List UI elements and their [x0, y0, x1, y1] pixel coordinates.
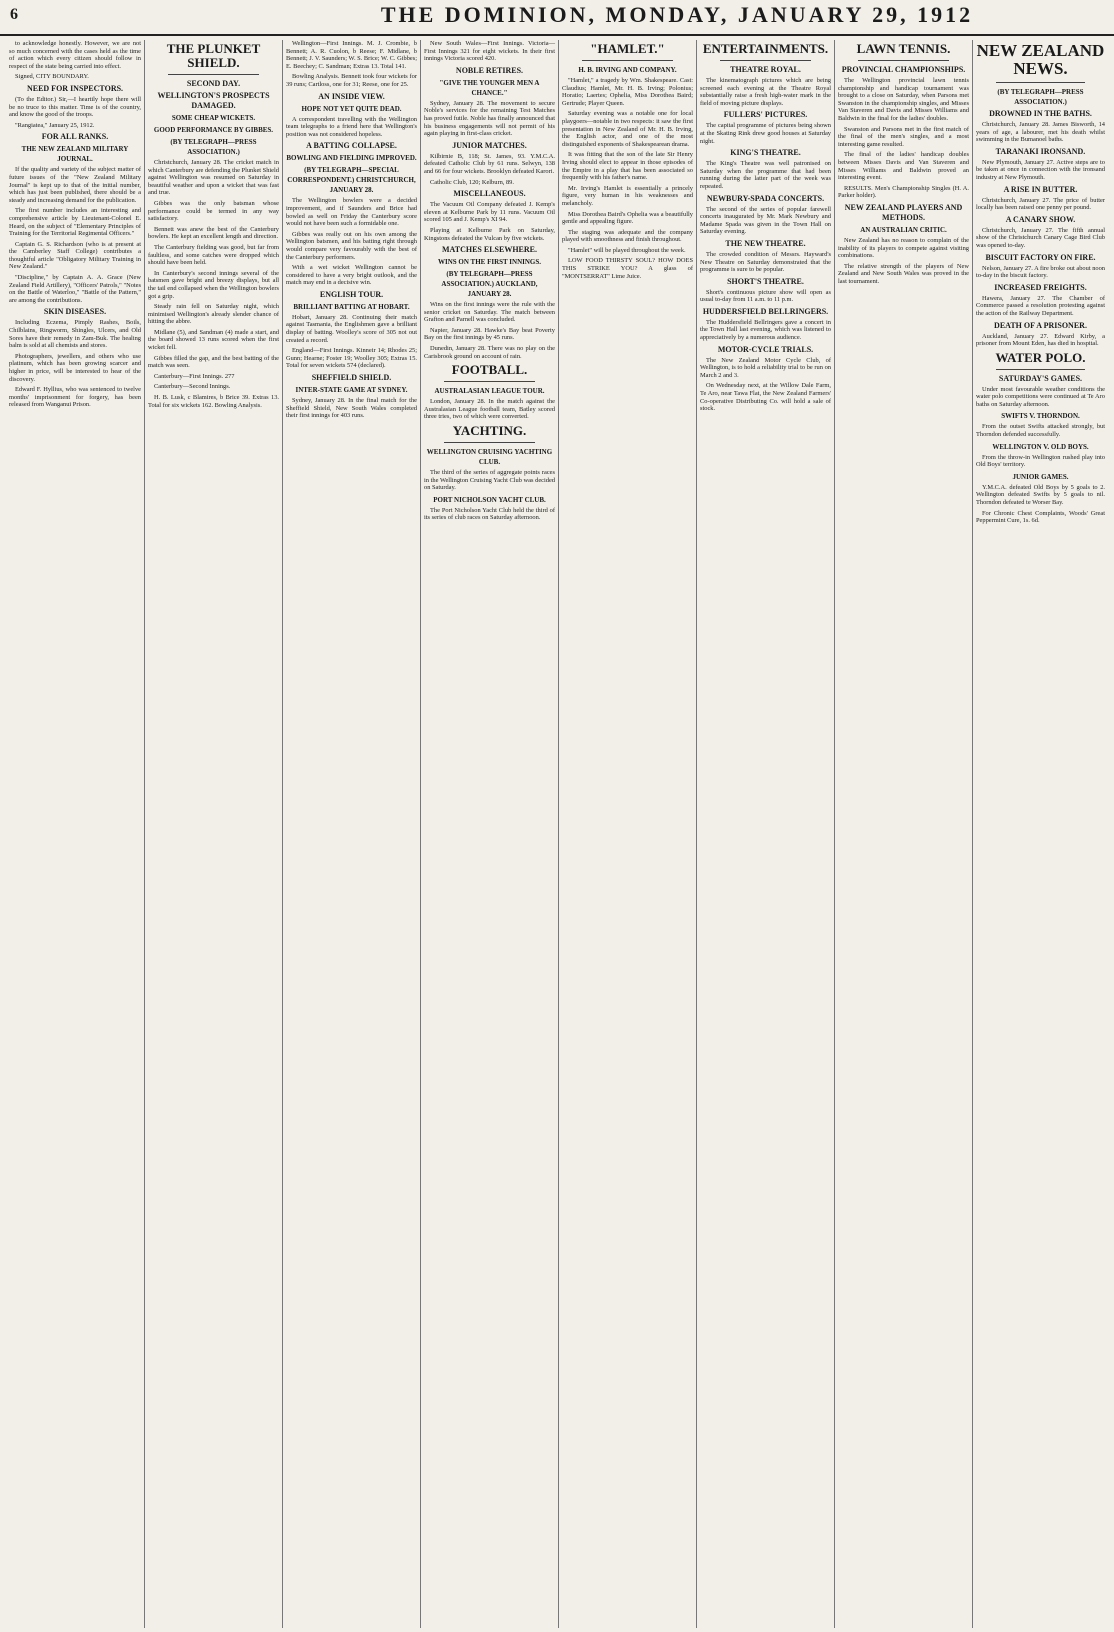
article-paragraph: Y.M.C.A. defeated Old Boys by 5 goals to 2. Wellington defeated Swifts by 5 goals to nil. Thorndon defeated te Worser Bay. — [976, 483, 1105, 507]
column-5 — [558, 40, 696, 1628]
column-7 — [834, 40, 972, 1628]
article-paragraph: The relative strength of the players of New Zealand and New South Wales was proved in the last tournament. — [838, 262, 969, 285]
sub-headline: BISCUIT FACTORY ON FIRE. — [985, 252, 1096, 262]
article-paragraph: Playing at Kelburne Park on Saturday, Kingstons defeated the Vulcan by five wickets. — [424, 226, 555, 242]
section-headline: THE PLUNKET SHIELD. — [166, 41, 261, 70]
sub-headline: NOBLE RETIRES. — [455, 65, 524, 75]
sub-headline: H. B. IRVING AND COMPANY. — [578, 66, 677, 74]
section-headline: "HAMLET." — [590, 41, 665, 56]
article-paragraph: The capital programme of pictures being shown at the Skating Rink drew good houses at Saturday night. — [700, 122, 831, 145]
article-paragraph: For Chronic Chest Complaints, Woods' Great Peppermint Cure, 1s. 6d. — [976, 509, 1105, 525]
sub-headline: NEW ZEALAND PLAYERS AND METHODS. — [844, 202, 963, 222]
article-paragraph: Nelson, January 27. A fire broke out about noon to-day in the biscuit factory. — [976, 264, 1105, 280]
article-paragraph: Midlane (5), and Sandman (4) made a start, and the board showed 13 runs scored when the first wicket fell. — [148, 328, 279, 352]
article-paragraph: Photographers, jewellers, and others who use platinum, which has been growing scarcer and higher in price, will be interested to hear of the discovery. — [9, 352, 141, 383]
article-paragraph: (To the Editor.) Sir,—I heartily hope there will be no truce to this matter. Time is of the country, and know the good of the troops. — [9, 95, 141, 119]
article-paragraph: New Zealand has no reason to complain of the inability of its players to compete against visiting combinations. — [838, 236, 969, 260]
article-paragraph: Sydney, January 28. In the final match for the Sheffield Shield, New South Wales completed their first innings for 403 runs. — [286, 397, 417, 420]
masthead — [0, 0, 1114, 36]
divider — [996, 82, 1085, 83]
article-paragraph: The crowded condition of Messrs. Hayward's New Theatre on Saturday demonstrated that the programme is sure to be popular. — [700, 250, 831, 274]
article-paragraph: Auckland, January 27. Edward Kirby, a prisoner from Mount Eden, has died in hospital. — [976, 332, 1105, 348]
article-paragraph: Christchurch, January 27. The price of butter locally has been raised one penny per pound. — [976, 196, 1105, 212]
divider — [858, 60, 949, 61]
section-headline: WATER POLO. — [995, 349, 1086, 365]
column-6 — [696, 40, 834, 1628]
sub-headline: THE NEW ZEALAND MILITARY JOURNAL. — [21, 145, 129, 164]
article-paragraph: The first number includes an interesting and comprehensive article by Lieutenant-Colonel E. Heard, on the subject of "Elementary Principles of Training for the Territorial Regimental Officers." — [9, 207, 141, 238]
sub-headline: WELLINGTON CRUISING YACHTING CLUB. — [426, 448, 553, 467]
sub-headline: SECOND DAY. — [186, 79, 241, 88]
article-paragraph: H. B. Lusk, c Blamires, b Brice 39. Extras 13. Total for six wickets 162. Bowling Analysis. — [148, 394, 279, 409]
sub-headline: INTER-STATE GAME AT SYDNEY. — [295, 386, 408, 395]
article-paragraph: Swanston and Parsons met in the first match of the final of the men's singles, and a most interesting game resulted. — [838, 125, 969, 148]
sub-headline: (BY TELEGRAPH—PRESS ASSOCIATION.) — [170, 138, 257, 156]
sub-headline: A RISE IN BUTTER. — [1003, 184, 1078, 194]
sub-headline: ENGLISH TOUR. — [319, 289, 384, 299]
newspaper-columns — [6, 40, 1108, 1628]
article-paragraph: The third of the series of aggregate points races in the Wellington Cruising Yacht Club was decided on Saturday. — [424, 469, 555, 492]
article-paragraph: From the throw-in Wellington rushed play into Old Boys' territory. — [976, 453, 1105, 469]
divider — [582, 60, 673, 61]
sub-headline: NEWBURY-SPADA CONCERTS. — [706, 193, 825, 203]
sub-headline: JUNIOR GAMES. — [1012, 472, 1069, 481]
sub-headline: SKIN DISEASES. — [43, 307, 107, 317]
article-paragraph: Gibbes was the only batsman whose performance could be termed in any way satisfactory. — [148, 199, 279, 223]
article-paragraph: Christchurch, January 27. The fifth annual show of the Christchurch Canary Cage Bird Club was opened to-day. — [976, 226, 1105, 249]
article-paragraph: RESULTS. Men's Championship Singles (H. A. Parker holder). — [838, 184, 969, 200]
sub-headline: WELLINGTON'S PROSPECTS DAMAGED. — [157, 91, 270, 110]
sub-headline: PROVINCIAL CHAMPIONSHIPS. — [841, 65, 966, 74]
sub-headline: WINS ON THE FIRST INNINGS. — [437, 258, 542, 267]
sub-headline: MOTOR-CYCLE TRIALS. — [717, 344, 814, 354]
article-paragraph: The second of the series of popular farewell concerts inaugurated by Mr. Mark Newbury and Madame Spada was given in the Town Hall on Saturday evening. — [700, 205, 831, 236]
article-paragraph: The final of the ladies' handicap doubles between Misses Davis and Van Staveren and Misses Williams and Baldwin proved an interesting event. — [838, 151, 969, 182]
article-paragraph: Bennett was anew the best of the Canterbury bowlers. He kept an excellent length and direction. — [148, 225, 279, 241]
article-paragraph: Saturday evening was a notable one for local playgoers—notable in two respects: it saw the first presentation in New Zealand of Mr. H. B. Irving, the English actor, and one of the most distinguished exponents of Shakespearean drama. — [562, 110, 693, 148]
sub-headline: JUNIOR MATCHES. — [452, 140, 527, 150]
sub-headline: AN INSIDE VIEW. — [318, 91, 385, 101]
article-paragraph: England—First Innings. Kinneir 14; Rhodes 25; Gunn; Hearne; Foster 19; Woolley 305; Extras 15. Total for seven wickets 574 (declared). — [286, 347, 417, 370]
article-paragraph: Mr. Irving's Hamlet is essentially a princely figure, very human in his weaknesses and melancholy. — [562, 184, 693, 207]
column-3 — [282, 40, 420, 1628]
sub-headline: INCREASED FREIGHTS. — [994, 282, 1087, 292]
column-4 — [420, 40, 558, 1628]
article-paragraph: A correspondent travelling with the Wellington team telegraphs to a friend here that Wellington's position was not considered hopeless. — [286, 115, 417, 138]
page-number: 6 — [10, 6, 18, 23]
article-paragraph: The King's Theatre was well patronised on Saturday when the programme that had been running during the latter part of the week was repeated. — [700, 160, 831, 190]
sub-headline: NEED FOR INSPECTORS. — [26, 83, 124, 93]
article-paragraph: New Plymouth, January 27. Active steps are to be taken at once in connection with the ironsand industry at New Plymouth. — [976, 158, 1105, 181]
article-paragraph: Dunedin, January 28. There was no play on the Carisbrook ground on account of rain. — [424, 345, 555, 360]
divider — [168, 74, 259, 75]
article-paragraph: With a wet wicket Wellington cannot be considered to have a very bright outlook, and the match may end in a decisive win. — [286, 264, 417, 287]
article-paragraph: "Rangiatea," January 25, 1912. — [15, 121, 95, 129]
article-paragraph: Including Eczema, Pimply Rashes, Boils, Chilblains, Ringworm, Shingles, Ulcers, and Old Sores have their remedy in Zam-Buk. The healing balm is sold at all chemists and stores. — [9, 319, 141, 350]
sub-headline: HUDDERSFIELD BELLRINGERS. — [702, 306, 829, 316]
section-headline: NEW ZEALAND NEWS. — [976, 41, 1105, 78]
sub-headline: GOOD PERFORMANCE BY GIBBES. — [153, 126, 274, 134]
sub-headline: THEATRE ROYAL. — [730, 65, 801, 74]
sub-headline: PORT NICHOLSON YACHT CLUB. — [433, 495, 546, 504]
article-paragraph: Hawera, January 27. The Chamber of Commerce passed a resolution protesting against the action of the Railway Department. — [976, 294, 1105, 317]
article-paragraph: Captain G. S. Richardson (who is at present at the Camberley Staff College) contributes a thoughtful article "Obligatory Military Training in New Zealand." — [9, 240, 141, 271]
divider — [444, 442, 535, 443]
column-2 — [144, 40, 282, 1628]
sub-headline: "GIVE THE YOUNGER MEN A CHANCE." — [439, 78, 540, 97]
sub-headline: BOWLING AND FIELDING IMPROVED. — [286, 154, 417, 163]
sub-headline: FOR ALL RANKS. — [41, 132, 109, 142]
article-paragraph: "Hamlet" will be played throughout the week. — [568, 246, 686, 254]
sub-headline: SWIFTS V. THORNDON. — [1001, 412, 1080, 421]
sub-headline: DEATH OF A PRISONER. — [994, 320, 1087, 330]
article-paragraph: Miss Dorothea Baird's Ophelia was a beautifully gentle and appealing figure. — [562, 210, 693, 226]
sub-headline: KING'S THEATRE. — [730, 148, 801, 158]
article-paragraph: Signed, CITY BOUNDARY. — [15, 73, 89, 81]
sub-headline: DROWNED IN THE BATHS. — [989, 109, 1092, 118]
article-paragraph: The Wellington provincial lawn tennis championship and handicap tournament was brought to a close on Saturday, when Parsons met Swanston in the championship singles, and Misses Van Staveren and Davis and Misses Williams and Baldwin in the final for the ladies' doubles. — [838, 77, 969, 122]
sub-headline: MATCHES ELSEWHERE. — [442, 245, 537, 255]
sub-headline: SOME CHEAP WICKETS. — [171, 114, 256, 122]
sub-headline: (BY TELEGRAPH—PRESS ASSOCIATION.) AUCKLAND, JANUARY 28. — [441, 270, 538, 299]
article-paragraph: London, January 28. In the match against the Australasian League football team, Batley scored three tries, two of which were converted. — [424, 398, 555, 421]
sub-headline: BRILLIANT BATTING AT HOBART. — [293, 302, 410, 311]
article-paragraph: The Canterbury fielding was good, but far from faultless, and some catches were dropped which should have been held. — [148, 243, 279, 267]
divider — [996, 369, 1085, 370]
section-headline: FOOTBALL. — [451, 362, 528, 378]
article-paragraph: "Discipline," by Captain A. A. Grace (New Zealand Field Artillery), "Officers' Patrols," "Notes on the Battle of Waterloo," "Battle of the Pattern," are among the contributions. — [9, 274, 141, 304]
article-paragraph: Steady rain fell on Saturday night, which minimised Wellington's already slender chance of hitting the abbre. — [148, 303, 279, 326]
article-paragraph: New South Wales—First Innings. Victoria—First Innings 321 for eight wickets. In their first innings Victoria scored 420. — [424, 40, 555, 63]
sub-headline: SHEFFIELD SHIELD. — [311, 373, 392, 383]
article-paragraph: Gibbes filled the gap, and the best batting of the match was seen. — [148, 354, 279, 370]
divider — [444, 381, 535, 382]
article-paragraph: Bowling Analysis. Bennett took four wickets for 39 runs; Cartloss, one for 31; Reese, one for 25. — [286, 73, 417, 88]
article-paragraph: Hobart, January 28. Continuing their match against Tasmania, the Englishmen gave a brilliant display of batting. Woolley's score of 305 not out created a record. — [286, 313, 417, 344]
sub-headline: THE NEW THEATRE. — [725, 238, 806, 248]
article-paragraph: The Port Nicholson Yacht Club held the third of its series of club races on Saturday afternoon. — [424, 506, 555, 522]
article-paragraph: Under most favourable weather conditions the water polo competitions were continued at Te Aro baths on Saturday afternoon. — [976, 385, 1105, 408]
article-paragraph: Wins on the first innings were the rule with the senior cricket on Saturday. The match between Grafton and Parnell was concluded. — [424, 301, 555, 324]
sub-headline: AUSTRALASIAN LEAGUE TOUR. — [434, 387, 545, 396]
section-headline: ENTERTAINMENTS. — [702, 41, 829, 56]
sub-headline: A CANARY SHOW. — [1005, 214, 1076, 224]
article-paragraph: The New Zealand Motor Cycle Club, of Wellington, is to hold a reliability trial to be run on March 2 and 3. — [700, 356, 831, 379]
sub-headline: (BY TELEGRAPH—PRESS ASSOCIATION.) — [997, 88, 1084, 106]
sub-headline: SATURDAY'S GAMES. — [998, 373, 1083, 383]
sub-headline: WELLINGTON V. OLD BOYS. — [992, 442, 1089, 451]
column-1 — [6, 40, 144, 1628]
article-paragraph: Catholic Club, 120; Kelburn, 89. — [430, 178, 514, 186]
article-paragraph: The Huddersfield Bellringers gave a concert in the Town Hall last evening, which was listened to appreciatively by a numerous audience. — [700, 318, 831, 342]
article-paragraph: It was fitting that the son of the late Sir Henry Irving should elect to appear in those episodes of the Empire in a play that has been associated so frequently with his father's name. — [562, 151, 693, 182]
section-headline: LAWN TENNIS. — [856, 41, 951, 56]
article-paragraph: LOW FOOD THIRSTY SOUL? HOW DOES THIS STRIKE YOU? A glass of "MONTSERRAT" Lime Juice. — [562, 257, 693, 280]
article-paragraph: The staging was adequate and the company played with smoothness and finish throughout. — [562, 228, 693, 244]
article-paragraph: "Hamlet," a tragedy by Wm. Shakespeare. Cast: Claudius; Hamlet, Mr. H. B. Irving; Polonius; Horatio; Laertes; Ophelia, Miss Dorothea Baird; Gertrude; Player Queen. — [562, 77, 693, 107]
article-paragraph: The Wellington bowlers were a decided improvement, and if Saunders and Brice had bowled as well on Friday the Canterbury score would not have been such a formidable one. — [286, 197, 417, 228]
section-headline: YACHTING. — [452, 423, 527, 439]
article-paragraph: From the outset Swifts attacked strongly, but Thorndon defended successfully. — [976, 423, 1105, 439]
sub-headline: FULLERS' PICTURES. — [723, 110, 808, 120]
article-paragraph: If the quality and variety of the subject matter of future issues of the "New Zealand Military Journal" is kept up to that of the initial number, which has just been published, there should be a steady and increasing demand for the publication. — [9, 166, 141, 204]
article-paragraph: Sydney, January 28. The movement to secure Noble's services for the remaining Test Matches has proved futile. Noble has finally announced that his business engagements will not permit of his again playing in first-class cricket. — [424, 99, 555, 138]
article-paragraph: Wellington—First Innings. M. J. Crombie, b Bennett; A. R. Cuolon, b Reese; F. Midlane, b Bennett; J. V. Saunders; W. S. Brice; W. C. Gibbes; E. Beechey; C. Sandman; Extras 13. Total 141. — [286, 40, 417, 70]
article-paragraph: Napier, January 28. Hawke's Bay beat Poverty Bay on the first innings by 45 runs. — [424, 326, 555, 342]
article-paragraph: Christchurch, January 28. The cricket match in which Canterbury are defending the Plunket Shield against Wellington was resumed on Saturday in beautiful weather and upon a wicket that was fast and true. — [148, 159, 279, 197]
article-paragraph: The Vacuum Oil Company defeated J. Kemp's eleven at Kelburne Park by 11 runs. Vacuum Oil scored 105 and J. Kemp's XI 94. — [424, 201, 555, 224]
article-paragraph: Short's continuous picture show will open as usual to-day from 11 a.m. to 11 p.m. — [700, 288, 831, 304]
article-paragraph: Edward F. Hyllius, who was sentenced to twelve months' imprisonment for forgery, has been released from Wanganui Prison. — [9, 386, 141, 409]
article-paragraph: Canterbury—First Innings. 277 — [154, 372, 235, 380]
article-paragraph: Canterbury—Second Innings. — [154, 383, 231, 391]
article-paragraph: Gibbes was really out on his own among the Wellington batsmen, and his batting right through would compare very favourably with the best of the Canterbury performers. — [286, 230, 417, 261]
article-paragraph: In Canterbury's second innings several of the batsmen gave bright and breezy displays, but all the tail end collapsed when the Wellington bowlers got a grip. — [148, 269, 279, 300]
sub-headline: HOPE NOT YET QUITE DEAD. — [301, 104, 402, 113]
article-paragraph: On Wednesday next, at the Willow Dale Farm, Te Aro, near Tawa Flat, the New Zealand Farmers' Co-operative Distributing Co. will hold a sale of stock. — [700, 382, 831, 413]
column-8 — [972, 40, 1108, 1628]
sub-headline: A BATTING COLLAPSE. — [306, 141, 397, 151]
sub-headline: TARANAKI IRONSAND. — [995, 146, 1086, 156]
sub-headline: AN AUSTRALIAN CRITIC. — [860, 225, 947, 234]
article-paragraph: The kinematograph pictures which are being screened each evening at the Theatre Royal substantially raise a fresh high-water mark in the field of moving picture displays. — [700, 77, 831, 107]
article-paragraph: Christchurch, January 28. James Bisworth, 14 years of age, a labourer, met his death whilst swimming in the Bumanoel baths. — [976, 121, 1105, 144]
article-paragraph: Kilbirnie B, 118; St. James, 93. Y.M.C.A. defeated Catholic Club by 61 runs. Selwyn, 138 and 66 for four wickets. Brooklyn defeated Karori. — [424, 152, 555, 175]
article-paragraph: to acknowledge honestly. However, we are not so much concerned with the cases held as the time of action which every citizen should follow in respect of the state being carried into effect. — [9, 40, 141, 70]
divider — [720, 60, 811, 61]
sub-headline: (BY TELEGRAPH—SPECIAL CORRESPONDENT.) CHRISTCHURCH, JANUARY 28. — [287, 166, 416, 195]
newspaper-title: THE DOMINION, MONDAY, JANUARY 29, 1912 — [380, 2, 974, 27]
sub-headline: MISCELLANEOUS. — [453, 189, 526, 199]
sub-headline: SHORT'S THEATRE. — [727, 276, 804, 286]
